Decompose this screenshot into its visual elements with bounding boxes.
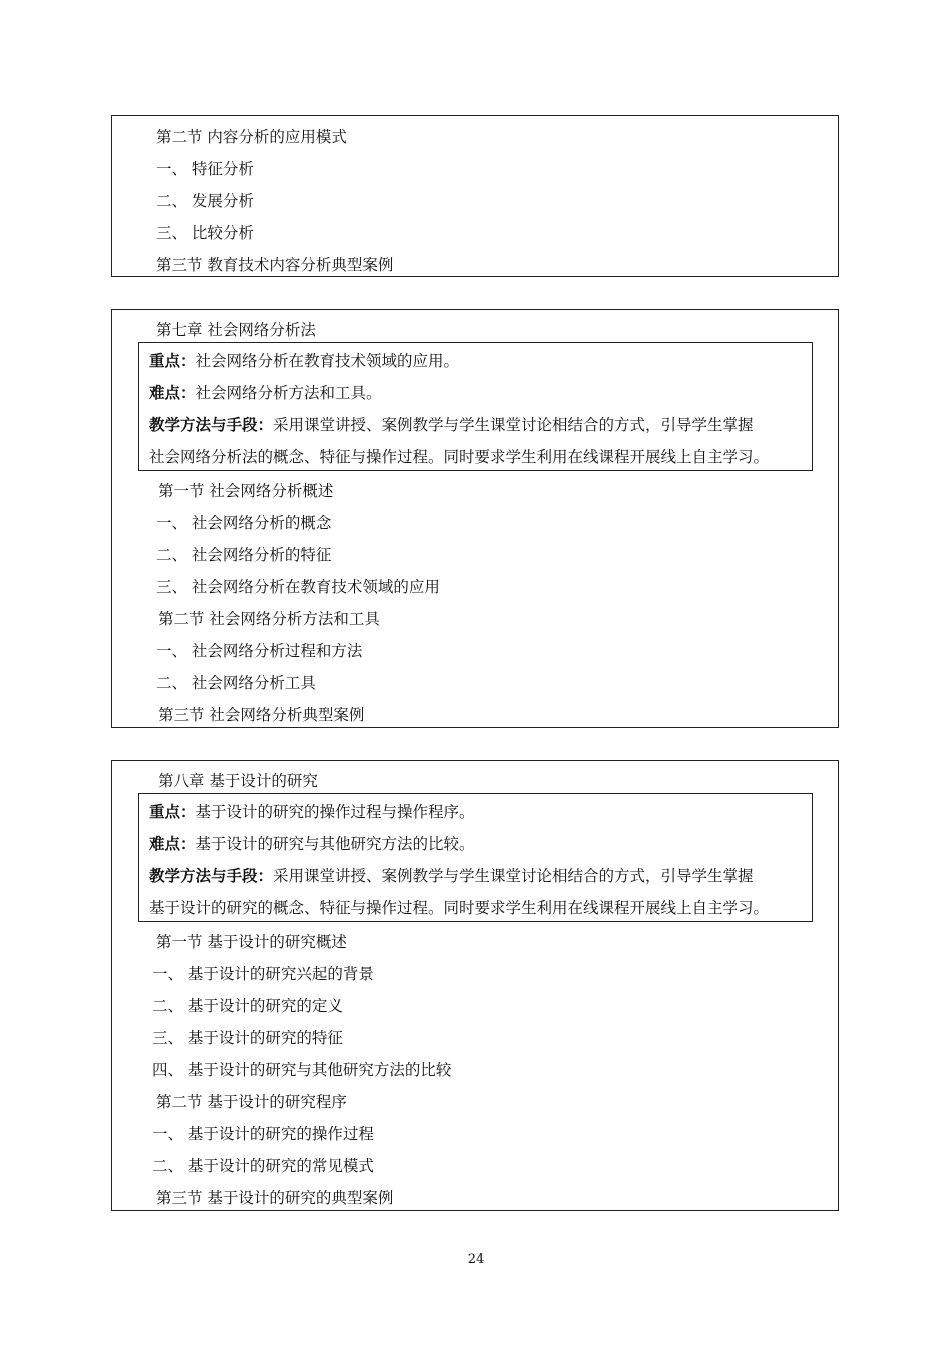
outline-line: 第三节 社会网络分析典型案例 [158,706,365,724]
outline-line: 二、 发展分析 [156,192,254,210]
outline-line: 第三节 基于设计的研究的典型案例 [156,1189,394,1207]
method-line-continued: 基于设计的研究的概念、特征与操作过程。同时要求学生利用在线课程开展线上自主学习。 [149,899,770,917]
outline-line: 二、 社会网络分析的特征 [156,546,332,564]
key-point-text: 社会网络分析在教育技术领域的应用。 [195,352,460,370]
section-box-content-analysis [111,115,839,277]
key-point-line [149,351,459,371]
outline-line: 一、 社会网络分析过程和方法 [156,642,363,660]
difficulty-text: 基于设计的研究与其他研究方法的比较。 [195,835,475,853]
method-label: 教学方法与手段： [149,415,274,434]
outline-line: 三、 比较分析 [156,224,254,242]
key-point-label: 重点： [149,802,196,821]
outline-line: 四、 基于设计的研究与其他研究方法的比较 [152,1061,452,1079]
chapter-title: 第七章 社会网络分析法 [156,321,316,339]
page-number: 24 [467,1252,485,1267]
key-points-box [138,793,813,922]
difficulty-line [149,383,382,403]
difficulty-line [149,834,475,854]
outline-line: 第一节 社会网络分析概述 [158,482,334,500]
difficulty-label: 难点： [149,834,196,853]
method-line [149,866,754,886]
chapter-box-design-based-research [111,760,839,1211]
difficulty-label: 难点： [149,383,196,402]
outline-line: 二、 基于设计的研究的定义 [152,997,343,1015]
outline-line: 一、 基于设计的研究兴起的背景 [152,965,374,983]
outline-line: 三、 社会网络分析在教育技术领域的应用 [156,578,440,596]
outline-line: 三、 基于设计的研究的特征 [152,1029,343,1047]
outline-line: 第一节 基于设计的研究概述 [156,933,347,951]
key-points-box [138,342,813,471]
outline-line: 一、 社会网络分析的概念 [156,514,332,532]
outline-line: 第三节 教育技术内容分析典型案例 [156,256,394,274]
outline-line: 二、 基于设计的研究的常见模式 [152,1157,374,1175]
method-line-continued: 社会网络分析法的概念、特征与操作过程。同时要求学生利用在线课程开展线上自主学习。 [149,448,770,466]
outline-line: 一、 特征分析 [156,160,254,178]
outline-line: 第二节 基于设计的研究程序 [156,1093,347,1111]
outline-line: 二、 社会网络分析工具 [156,674,316,692]
key-point-label: 重点： [149,351,196,370]
method-line [149,415,754,435]
key-point-text: 基于设计的研究的操作过程与操作程序。 [195,803,475,821]
outline-line: 第二节 内容分析的应用模式 [156,128,347,146]
outline-line: 第二节 社会网络分析方法和工具 [158,610,380,628]
chapter-box-social-network-analysis [111,309,839,728]
difficulty-text: 社会网络分析方法和工具。 [195,384,382,402]
method-text: 采用课堂讲授、案例教学与学生课堂讨论相结合的方式，引导学生掌握 [273,416,754,434]
chapter-title: 第八章 基于设计的研究 [158,772,318,790]
method-text: 采用课堂讲授、案例教学与学生课堂讨论相结合的方式，引导学生掌握 [273,867,754,885]
outline-line: 一、 基于设计的研究的操作过程 [152,1125,374,1143]
key-point-line [149,802,475,822]
method-label: 教学方法与手段： [149,866,274,885]
